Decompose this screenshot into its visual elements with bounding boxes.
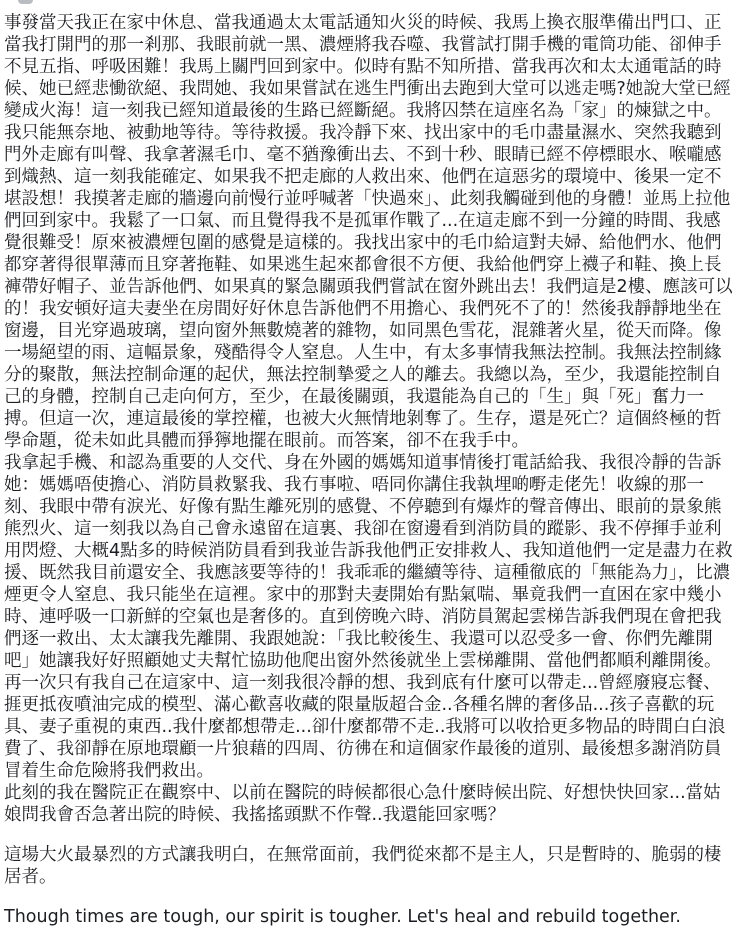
post-paragraph-1: 事發當天我正在家中休息、當我通過太太電話通知火災的時候、我馬上換衣服準備出門口、正當我打開門的那一剎那、我眼前就一黑、濃煙將我吞噬、我嘗試打開手機的電筒功能、卻伸手不見五指、呼吸困難！我馬上關門回到家中。似時有點不知所措、當我再次和太太通電話的時候、她已經悲慟欲絕、我問她、我如果嘗試在逃生門衝出去跑到大堂可以逃走嗎?她說大堂已經變成火海！這一刻我已經知道最後的生路已經斷絕。我將囚禁在這座名為「家」的煉獄之中。我只能無奈地、被動地等待。等待救援。我冷靜下來、找出家中的毛巾盡量濕水、突然我聽到門外走廊有叫聲、我拿著濕毛巾、毫不猶豫衝出去、不到十秒、眼睛已經不停標眼水、喉嚨感到熾熱、這一刻我能確定、如果我不把走廊的人救出來、他們在這惡劣的環境中、後果一定不堪設想！我摸著走廊的牆邊向前慢行並呼喊著「快過來」、此刻我觸碰到他的身體！並馬上拉他們回到家中。我鬆了一口氣、而且覺得我不是孤軍作戰了...在這走廊不到一分鐘的時間、我感覺很難受！原來被濃煙包圍的感覺是這樣的。我找出家中的毛巾給這對夫婦、給他們水、他們都穿著得很單薄而且穿著拖鞋、如果逃生起來都會很不方便、我給他們穿上襪子和鞋、換上長褲帶好帽子、並告訴他們、如果真的緊急關頭我們嘗試在窗外跳出去！我們這是2樓、應該可以的！我安頓好這夫妻坐在房間好好休息告訴他們不用擔心、我們死不了的！然後我靜靜地坐在窗邊，目光穿過玻璃，望向窗外無數燒著的雜物，如同黑色雪花，混雜著火星，從天而降。像一場絕望的雨、這幅景象，殘酷得令人窒息。人生中，有太多事情我無法控制。我無法控制緣分的聚散，無法控制命運的起伏，無法控制摯愛之人的離去。我總以為，至少，我還能控制自己的身體，控制自己走向何方，至少，在最後關頭，我還能為自己的「生」與「死」奮力一搏。但這一次，連這最後的掌控權，也被大火無情地剝奪了。生存，還是死亡？這個終極的哲學命題，從未如此具體而猙獰地擺在眼前。而答案，卻不在我手中。 [4,13,733,451]
post-paragraph-3: 此刻的我在醫院正在觀察中、以前在醫院的時候都很心急什麼時候出院、好想快快回家...當姑娘問我會否急著出院的時候、我搖搖頭默不作聲..我還能回家嗎？ [4,783,721,825]
post-paragraph-4: 這場大火最暴烈的方式讓我明白，在無常面前，我們從來都不是主人，只是暫時的、脆弱的棲居者。 [4,845,722,887]
post-paragraph-2: 我拿起手機、和認為重要的人交代、身在外國的媽媽知道事情後打電話給我、我很冷靜的告訴她：媽媽唔使擔心、消防員救緊我、我冇事啦、唔同你講住我執埋啲嘢走佬先！收線的那一刻、我眼中帶有淚光、好像有點生離死別的感覺、不停聽到有爆炸的聲音傳出、眼前的景象熊熊烈火、這一刻我以為自己會永遠留在這裏、我卻在窗邊看到消防員的蹤影、我不停揮手並利用閃燈、大概4點多的時候消防員看到我並告訴我他們正安排救人、我知道他們一定是盡力在救援、既然我目前還安全、我應該要等待的！我乖乖的繼續等待、這種徹底的「無能為力」，比濃煙更令人窒息、我只能坐在這裡。家中的那對夫妻開始有點氣喘、畢竟我們一直困在家中幾小時、連呼吸一口新鮮的空氣也是奢侈的。直到傍晚六時、消防員駕起雲梯告訴我們現在會把我們逐一救出、太太讓我先離開、我跟她說：「我比較後生、我還可以忍受多一會、你們先離開吧」她讓我好好照顧她丈夫幫忙協助他爬出窗外然後就坐上雲梯離開、當他們都順利離開後。再一次只有我自己在這家中、這一刻我很冷靜的想、我到底有什麼可以帶走...曾經廢寢忘餐、捱更抵夜噴油完成的模型、滿心歡喜收藏的限量版超合金..各種名牌的奢侈品...孩子喜歡的玩具、妻子重視的東西..我什麼都想帶走...卻什麼都帶不走..我將可以收拾更多物品的時間白白浪費了、我卻靜在原地環顧一片狼藉的四周、彷彿在和這個家作最後的道別、最後想多謝消防員冒着生命危險將我們救出。 [4,453,733,781]
post-paragraph-5-english: Though times are tough, our spirit is tougher. Let's heal and rebuild together. [4,907,681,927]
clipped-ui-chip [18,0,33,4]
